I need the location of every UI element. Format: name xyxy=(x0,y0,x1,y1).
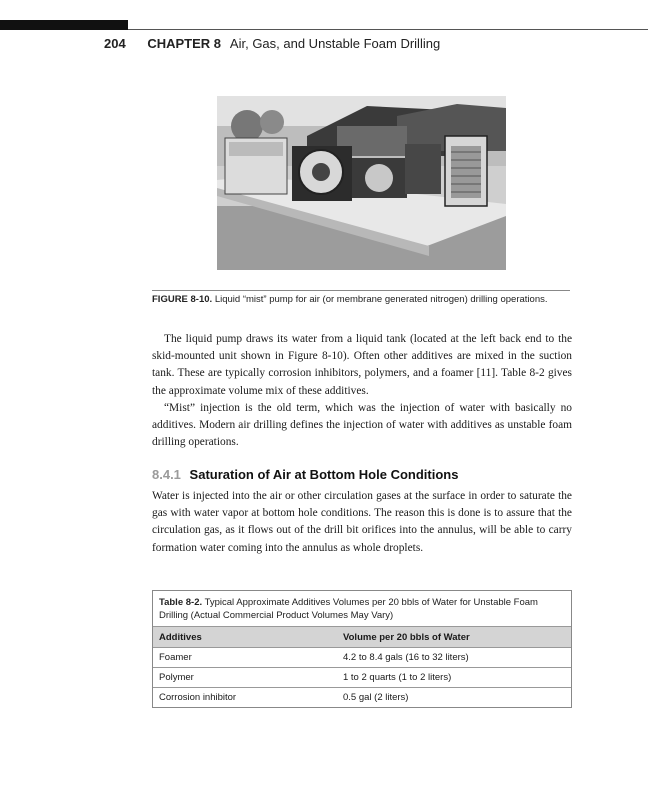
chapter-label: CHAPTER 8 xyxy=(147,36,222,51)
figure-caption-text: Liquid “mist” pump for air (or membrane generated nitrogen) drilling operations. xyxy=(214,294,548,305)
table-cell-volume: 0.5 gal (2 liters) xyxy=(343,692,409,703)
section-title: Saturation of Air at Bottom Hole Conditions xyxy=(189,467,459,482)
figure-caption xyxy=(152,294,582,305)
chapter-title: Air, Gas, and Unstable Foam Drilling xyxy=(229,36,441,51)
figure-photo xyxy=(217,96,506,270)
header-bar xyxy=(0,20,128,30)
table-row xyxy=(153,667,571,687)
section-number: 8.4.1 xyxy=(152,467,181,482)
pump-photo-illustration xyxy=(217,96,506,270)
page-number: 204 xyxy=(104,36,126,51)
table-cell-additive: Corrosion inhibitor xyxy=(159,692,237,703)
section-heading xyxy=(152,467,458,482)
table-caption xyxy=(153,591,571,626)
table-header-volume: Volume per 20 bbls of Water xyxy=(343,631,470,643)
additives-table xyxy=(152,590,572,708)
table-header-additives: Additives xyxy=(159,631,202,643)
table-cell-volume: 4.2 to 8.4 gals (16 to 32 liters) xyxy=(343,652,469,663)
paragraph-mist-injection: “Mist” injection is the old term, which was the injection of water with basically no additives. Modern air drilling defines the injection of water with additives as unstable foam drilling operations. xyxy=(152,402,572,449)
header-rule xyxy=(128,29,648,30)
paragraph-liquid-pump: The liquid pump draws its water from a liquid tank (located at the left back end to the skid-mounted unit shown in Figure 8-10). Often other additives are mixed in the suction tank. These are typically corrosion inhibitors, polymers, and a foamer [11]. Table 8-2 gives the approximate volume mix of these additives. xyxy=(152,333,572,397)
caption-rule xyxy=(152,290,570,291)
figure-label: FIGURE 8-10. xyxy=(152,294,213,305)
table-caption-text: Typical Approximate Additives Volumes per 20 bbls of Water for Unstable Foam Drilling (Actual Commercial Product Volumes May Vary) xyxy=(159,597,538,621)
table-label: Table 8-2. xyxy=(159,597,203,608)
table-cell-additive: Polymer xyxy=(159,672,194,683)
table-cell-additive: Foamer xyxy=(159,652,192,663)
table-row xyxy=(153,687,571,707)
table-header-row xyxy=(153,626,571,647)
paragraph-saturation: Water is injected into the air or other circulation gases at the surface in order to saturate the gas with water vapor at bottom hole conditions. The reason this is done is to assure that the circulation gas, as it flows out of the drill bit orifices into the annulus, will be able to carry formation water coming into the annulus as whole droplets. xyxy=(152,490,572,554)
table-row xyxy=(153,647,571,667)
running-header xyxy=(104,36,440,51)
table-cell-volume: 1 to 2 quarts (1 to 2 liters) xyxy=(343,672,452,683)
